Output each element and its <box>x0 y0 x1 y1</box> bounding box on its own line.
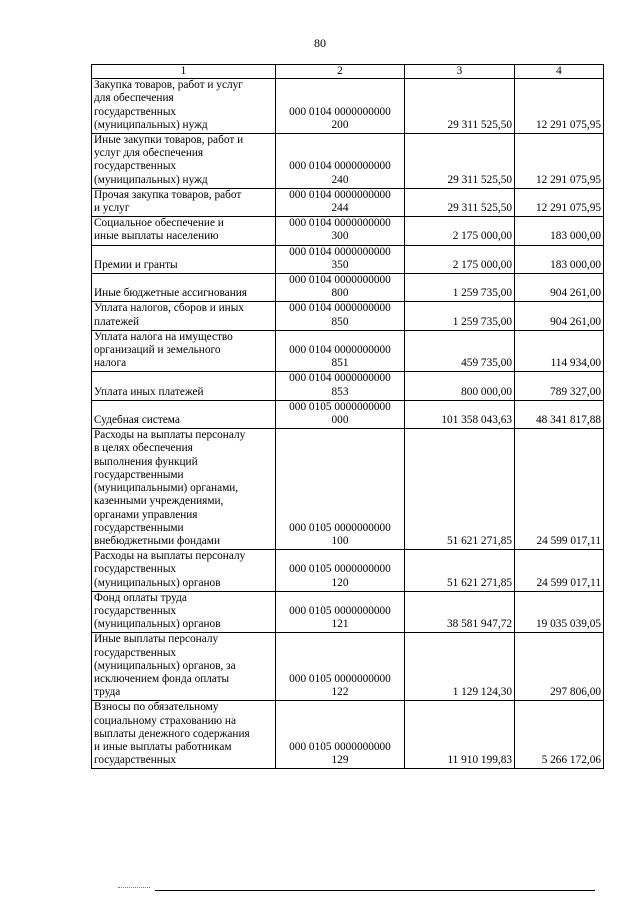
column-header-3: 3 <box>405 65 515 79</box>
table-row <box>92 302 604 330</box>
table-row <box>92 245 604 273</box>
page-number: 80 <box>314 36 326 50</box>
table-row <box>92 701 604 769</box>
expense-name-cell: Взносы по обязательному социальному страхованию на выплаты денежного содержания и иные выплаты работникам государственных <box>92 701 276 769</box>
table-row <box>92 217 604 245</box>
amount-col3-cell: 51 621 271,85 <box>405 550 515 592</box>
amount-col3-cell: 11 910 199,83 <box>405 701 515 769</box>
table-row <box>92 274 604 302</box>
table-row <box>92 188 604 216</box>
budget-code-cell: 000 0105 0000000000 122 <box>276 633 405 701</box>
expense-name-cell: Закупка товаров, работ и услуг для обеспечения государственных (муниципальных) нужд <box>92 79 276 134</box>
budget-code-cell: 000 0104 0000000000 851 <box>276 330 405 372</box>
amount-col3-cell: 1 259 735,00 <box>405 274 515 302</box>
amount-col3-cell: 29 311 525,50 <box>405 134 515 189</box>
amount-col4-cell: 5 266 172,06 <box>515 701 604 769</box>
column-header-4: 4 <box>515 65 604 79</box>
expense-name-cell: Иные закупки товаров, работ и услуг для обеспечения государственных (муниципальных) нужд <box>92 134 276 189</box>
expense-name-cell: Расходы на выплаты персоналу государственных (муниципальных) органов <box>92 550 276 592</box>
amount-col3-cell: 1 259 735,00 <box>405 302 515 330</box>
expense-name-cell: Судебная система <box>92 400 276 428</box>
table-row <box>92 372 604 400</box>
budget-code-cell: 000 0104 0000000000 853 <box>276 372 405 400</box>
amount-col3-cell: 29 311 525,50 <box>405 79 515 134</box>
expense-name-cell: Расходы на выплаты персоналу в целях обеспечения выполнения функций государственными (муниципальными) органами, казенными учреждениями, органами управления государственными внебюджетными фондами <box>92 429 276 550</box>
budget-code-cell: 000 0104 0000000000 350 <box>276 245 405 273</box>
expense-name-cell: Иные выплаты персоналу государственных (муниципальных) органов, за исключением фонда оплаты труда <box>92 633 276 701</box>
budget-code-cell: 000 0104 0000000000 240 <box>276 134 405 189</box>
column-header-2: 2 <box>276 65 405 79</box>
budget-code-cell: 000 0105 0000000000 000 <box>276 400 405 428</box>
amount-col4-cell: 12 291 075,95 <box>515 134 604 189</box>
budget-code-cell: 000 0104 0000000000 200 <box>276 79 405 134</box>
amount-col4-cell: 12 291 075,95 <box>515 188 604 216</box>
amount-col3-cell: 29 311 525,50 <box>405 188 515 216</box>
table-row <box>92 591 604 633</box>
table-row <box>92 429 604 550</box>
budget-code-cell: 000 0104 0000000000 850 <box>276 302 405 330</box>
expense-name-cell: Социальное обеспечение и иные выплаты населению <box>92 217 276 245</box>
column-header-1: 1 <box>92 65 276 79</box>
amount-col4-cell: 48 341 817,88 <box>515 400 604 428</box>
table-row <box>92 633 604 701</box>
amount-col4-cell: 789 327,00 <box>515 372 604 400</box>
amount-col3-cell: 2 175 000,00 <box>405 217 515 245</box>
budget-code-cell: 000 0104 0000000000 800 <box>276 274 405 302</box>
table-header-row <box>92 65 604 79</box>
table-row <box>92 400 604 428</box>
amount-col4-cell: 183 000,00 <box>515 245 604 273</box>
amount-col4-cell: 24 599 017,11 <box>515 550 604 592</box>
expense-name-cell: Уплата налога на имущество организаций и земельного налога <box>92 330 276 372</box>
budget-code-cell: 000 0105 0000000000 100 <box>276 429 405 550</box>
table-row <box>92 550 604 592</box>
amount-col3-cell: 800 000,00 <box>405 372 515 400</box>
amount-col4-cell: 19 035 039,05 <box>515 591 604 633</box>
budget-code-cell: 000 0104 0000000000 244 <box>276 188 405 216</box>
amount-col3-cell: 2 175 000,00 <box>405 245 515 273</box>
amount-col4-cell: 904 261,00 <box>515 274 604 302</box>
amount-col4-cell: 12 291 075,95 <box>515 79 604 134</box>
amount-col4-cell: 904 261,00 <box>515 302 604 330</box>
expense-name-cell: Уплата иных платежей <box>92 372 276 400</box>
footer-dotted-line <box>118 887 150 888</box>
amount-col3-cell: 1 129 124,30 <box>405 633 515 701</box>
amount-col3-cell: 38 581 947,72 <box>405 591 515 633</box>
budget-code-cell: 000 0105 0000000000 129 <box>276 701 405 769</box>
amount-col3-cell: 459 735,00 <box>405 330 515 372</box>
table-row <box>92 330 604 372</box>
amount-col4-cell: 297 806,00 <box>515 633 604 701</box>
expense-name-cell: Прочая закупка товаров, работ и услуг <box>92 188 276 216</box>
amount-col4-cell: 114 934,00 <box>515 330 604 372</box>
budget-code-cell: 000 0104 0000000000 300 <box>276 217 405 245</box>
budget-code-cell: 000 0105 0000000000 121 <box>276 591 405 633</box>
amount-col3-cell: 101 358 043,63 <box>405 400 515 428</box>
table-row <box>92 134 604 189</box>
footer-rule <box>155 890 595 891</box>
budget-table <box>91 64 604 769</box>
amount-col4-cell: 183 000,00 <box>515 217 604 245</box>
expense-name-cell: Фонд оплаты труда государственных (муниципальных) органов <box>92 591 276 633</box>
expense-name-cell: Премии и гранты <box>92 245 276 273</box>
table-row <box>92 79 604 134</box>
amount-col4-cell: 24 599 017,11 <box>515 429 604 550</box>
budget-code-cell: 000 0105 0000000000 120 <box>276 550 405 592</box>
amount-col3-cell: 51 621 271,85 <box>405 429 515 550</box>
expense-name-cell: Уплата налогов, сборов и иных платежей <box>92 302 276 330</box>
expense-name-cell: Иные бюджетные ассигнования <box>92 274 276 302</box>
